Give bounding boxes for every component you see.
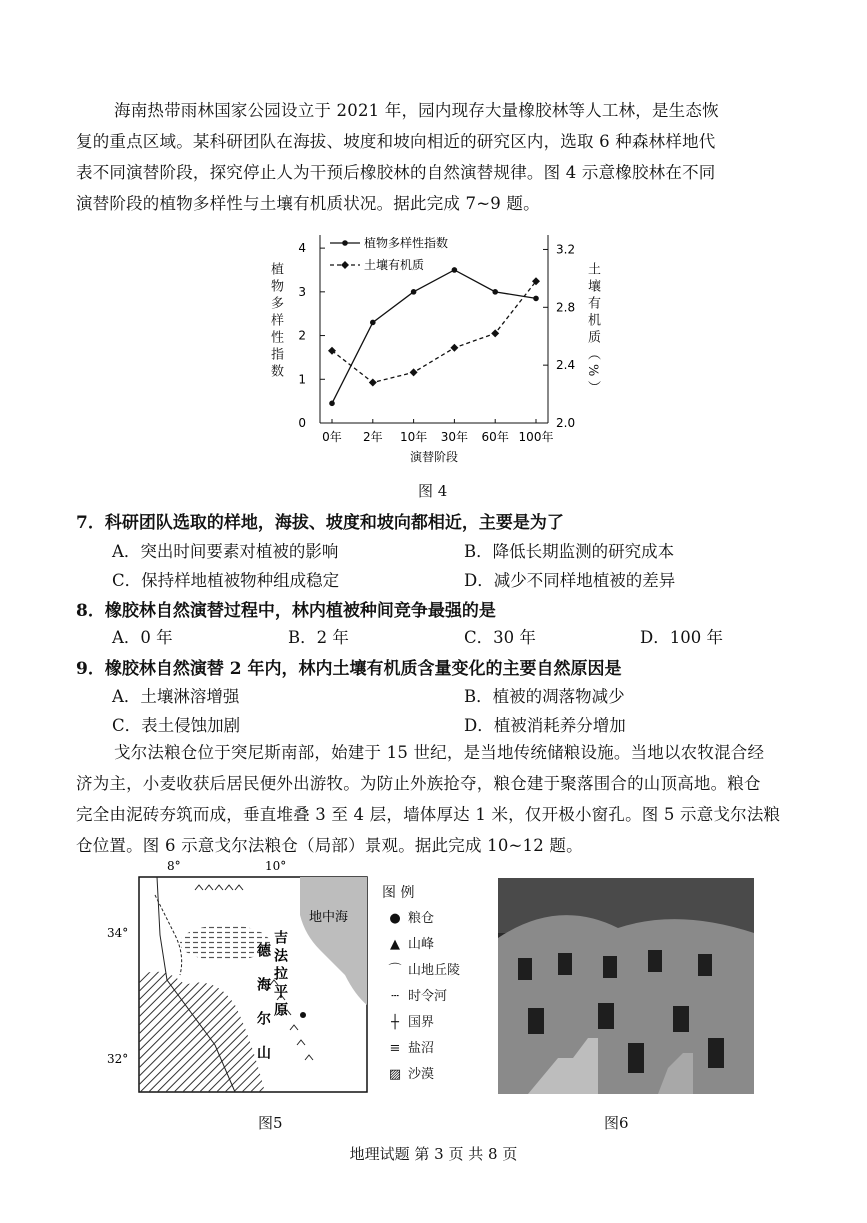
question-9-option-d: D．植被消耗养分增加 bbox=[464, 716, 626, 735]
question-9-option-a: A．土壤淋溶增强 bbox=[112, 687, 240, 706]
series-point bbox=[410, 368, 418, 376]
intro-paragraph-1 bbox=[76, 95, 784, 219]
question-8-option-c: C．30 年 bbox=[464, 628, 536, 647]
right-tick-label: 2.8 bbox=[556, 300, 576, 315]
legend-label: 植物多样性指数 bbox=[364, 236, 449, 250]
left-tick-label: 4 bbox=[298, 241, 306, 256]
series-point bbox=[411, 289, 417, 295]
dashed-line-icon: ┄ bbox=[391, 989, 399, 1004]
figure-4-chart bbox=[260, 225, 576, 485]
question-8-option-b: B．2 年 bbox=[288, 628, 349, 647]
legend-item: 时令河 bbox=[408, 989, 448, 1004]
x-tick-label: 60年 bbox=[481, 430, 509, 444]
lon-8-label: 8° bbox=[167, 859, 181, 873]
mountain-range-label: 德海尔山 bbox=[255, 943, 271, 1079]
legend-label: 土壤有机质 bbox=[364, 258, 425, 272]
right-tick-label: 3.2 bbox=[556, 242, 576, 257]
left-tick-label: 0 bbox=[298, 416, 306, 430]
x-axis-label: 演替阶段 bbox=[409, 450, 459, 464]
legend-marker bbox=[342, 240, 348, 246]
series-line bbox=[332, 281, 536, 382]
desert-icon: ▨ bbox=[388, 1067, 402, 1082]
granary-illustration bbox=[498, 878, 754, 1094]
map-legend bbox=[382, 880, 460, 1088]
left-tick-label: 1 bbox=[298, 372, 306, 387]
legend-title: 图 例 bbox=[382, 885, 415, 901]
question-7-option-a: A．突出时间要素对植被的影响 bbox=[112, 542, 339, 561]
legend-row bbox=[382, 906, 460, 932]
sea-label: 地中海 bbox=[309, 910, 349, 925]
peak-icon: ▲ bbox=[390, 937, 400, 952]
question-8-option-d: D．100 年 bbox=[640, 628, 723, 647]
legend-item: 国界 bbox=[408, 1015, 435, 1030]
figure-5-map bbox=[105, 855, 375, 1100]
series-point bbox=[329, 401, 335, 407]
x-tick-label: 100年 bbox=[518, 430, 554, 444]
series-point bbox=[369, 379, 377, 387]
intro2-line: 戈尔法粮仓位于突尼斯南部，始建于 15 世纪，是当地传统储粮设施。当地以农牧混合经 bbox=[114, 743, 765, 762]
granary-photo bbox=[498, 878, 754, 1094]
hills-icon: ⌒ bbox=[388, 963, 402, 978]
legend-row bbox=[382, 1036, 460, 1062]
series-line bbox=[332, 270, 536, 403]
figure-4-caption: 图 4 bbox=[418, 482, 448, 500]
intro2-line: 完全由泥砖夯筑而成，垂直堆叠 3 至 4 层，墙体厚达 1 米，仅开极小窗孔。图 5 示意戈尔法粮 bbox=[76, 805, 781, 824]
series-point bbox=[452, 267, 458, 273]
legend-item: 山峰 bbox=[408, 937, 435, 952]
right-tick-label: 2.0 bbox=[556, 416, 576, 430]
x-tick-label: 2年 bbox=[362, 430, 383, 444]
legend-row bbox=[382, 1010, 460, 1036]
right-tick-label: 2.4 bbox=[556, 358, 576, 373]
right-axis-label: 土壤有机质（%） bbox=[585, 262, 600, 398]
left-tick-label: 3 bbox=[298, 284, 306, 299]
left-axis-label: 植物多样性指数 bbox=[268, 262, 283, 381]
x-tick-label: 30年 bbox=[440, 430, 469, 444]
intro-paragraph-2 bbox=[76, 737, 784, 861]
question-7-option-b: B．降低长期监测的研究成本 bbox=[464, 542, 675, 561]
question-8-stem: 8．橡胶林自然演替过程中，林内植被种间竞争最强的是 bbox=[76, 601, 496, 621]
salt-marsh-icon: ≡ bbox=[389, 1041, 401, 1056]
legend-row bbox=[382, 984, 460, 1010]
intro1-line: 表不同演替阶段，探究停止人为干预后橡胶林的自然演替规律。图 4 示意橡胶林在不同 bbox=[76, 163, 716, 182]
series-point bbox=[450, 344, 458, 352]
question-9-stem: 9．橡胶林自然演替 2 年内，林内土壤有机质含量变化的主要自然原因是 bbox=[76, 659, 622, 679]
left-tick-label: 2 bbox=[298, 328, 306, 343]
legend-item: 沙漠 bbox=[408, 1067, 435, 1082]
x-tick-label: 10年 bbox=[399, 430, 428, 444]
series-point bbox=[492, 289, 498, 295]
lon-10-label: 10° bbox=[265, 859, 287, 873]
legend-item: 山地丘陵 bbox=[408, 963, 461, 978]
intro2-line: 仓位置。图 6 示意戈尔法粮仓（局部）景观。据此完成 10~12 题。 bbox=[76, 836, 583, 855]
question-9-option-c: C．表土侵蚀加剧 bbox=[112, 716, 241, 735]
intro1-line: 演替阶段的植物多样性与土壤有机质状况。据此完成 7~9 题。 bbox=[76, 194, 540, 213]
plain-label: 吉法拉平原 bbox=[272, 930, 288, 1020]
legend-item: 粮仓 bbox=[408, 911, 435, 926]
figure-5-caption: 图5 bbox=[258, 1114, 283, 1132]
question-7-option-d: D．减少不同样地植被的差异 bbox=[464, 571, 676, 590]
series-point bbox=[491, 329, 499, 337]
question-8-option-a: A．0 年 bbox=[112, 628, 173, 647]
figure-6-caption: 图6 bbox=[604, 1114, 629, 1132]
legend-item: 盐沼 bbox=[408, 1041, 435, 1056]
intro1-line: 复的重点区域。某科研团队在海拔、坡度和坡向相近的研究区内，选取 6 种森林样地代 bbox=[76, 132, 716, 151]
question-9-option-b: B．植被的凋落物减少 bbox=[464, 687, 625, 706]
dot-icon: ● bbox=[389, 911, 401, 926]
legend-row bbox=[382, 932, 460, 958]
question-7-stem: 7．科研团队选取的样地，海拔、坡度和坡向都相近，主要是为了 bbox=[76, 513, 564, 533]
intro1-line: 海南热带雨林国家公园设立于 2021 年，园内现存大量橡胶林等人工林，是生态恢 bbox=[114, 101, 719, 120]
border-line-icon: ┼ bbox=[391, 1015, 399, 1030]
legend-row bbox=[382, 1062, 460, 1088]
legend-row bbox=[382, 958, 460, 984]
page-footer: 地理试题 第 3 页 共 8 页 bbox=[349, 1145, 518, 1163]
intro2-line: 济为主，小麦收获后居民便外出游牧。为防止外族抢夺，粮仓建于聚落围合的山顶高地。粮仓 bbox=[76, 774, 761, 793]
series-point bbox=[370, 320, 376, 326]
legend-marker bbox=[341, 261, 349, 269]
lat-34-label: 34° bbox=[107, 926, 129, 940]
lat-32-label: 32° bbox=[107, 1052, 129, 1066]
series-point bbox=[533, 296, 539, 302]
x-tick-label: 0年 bbox=[322, 430, 342, 444]
question-7-option-c: C．保持样地植被物种组成稳定 bbox=[112, 571, 340, 590]
granary-dot bbox=[300, 1012, 306, 1018]
